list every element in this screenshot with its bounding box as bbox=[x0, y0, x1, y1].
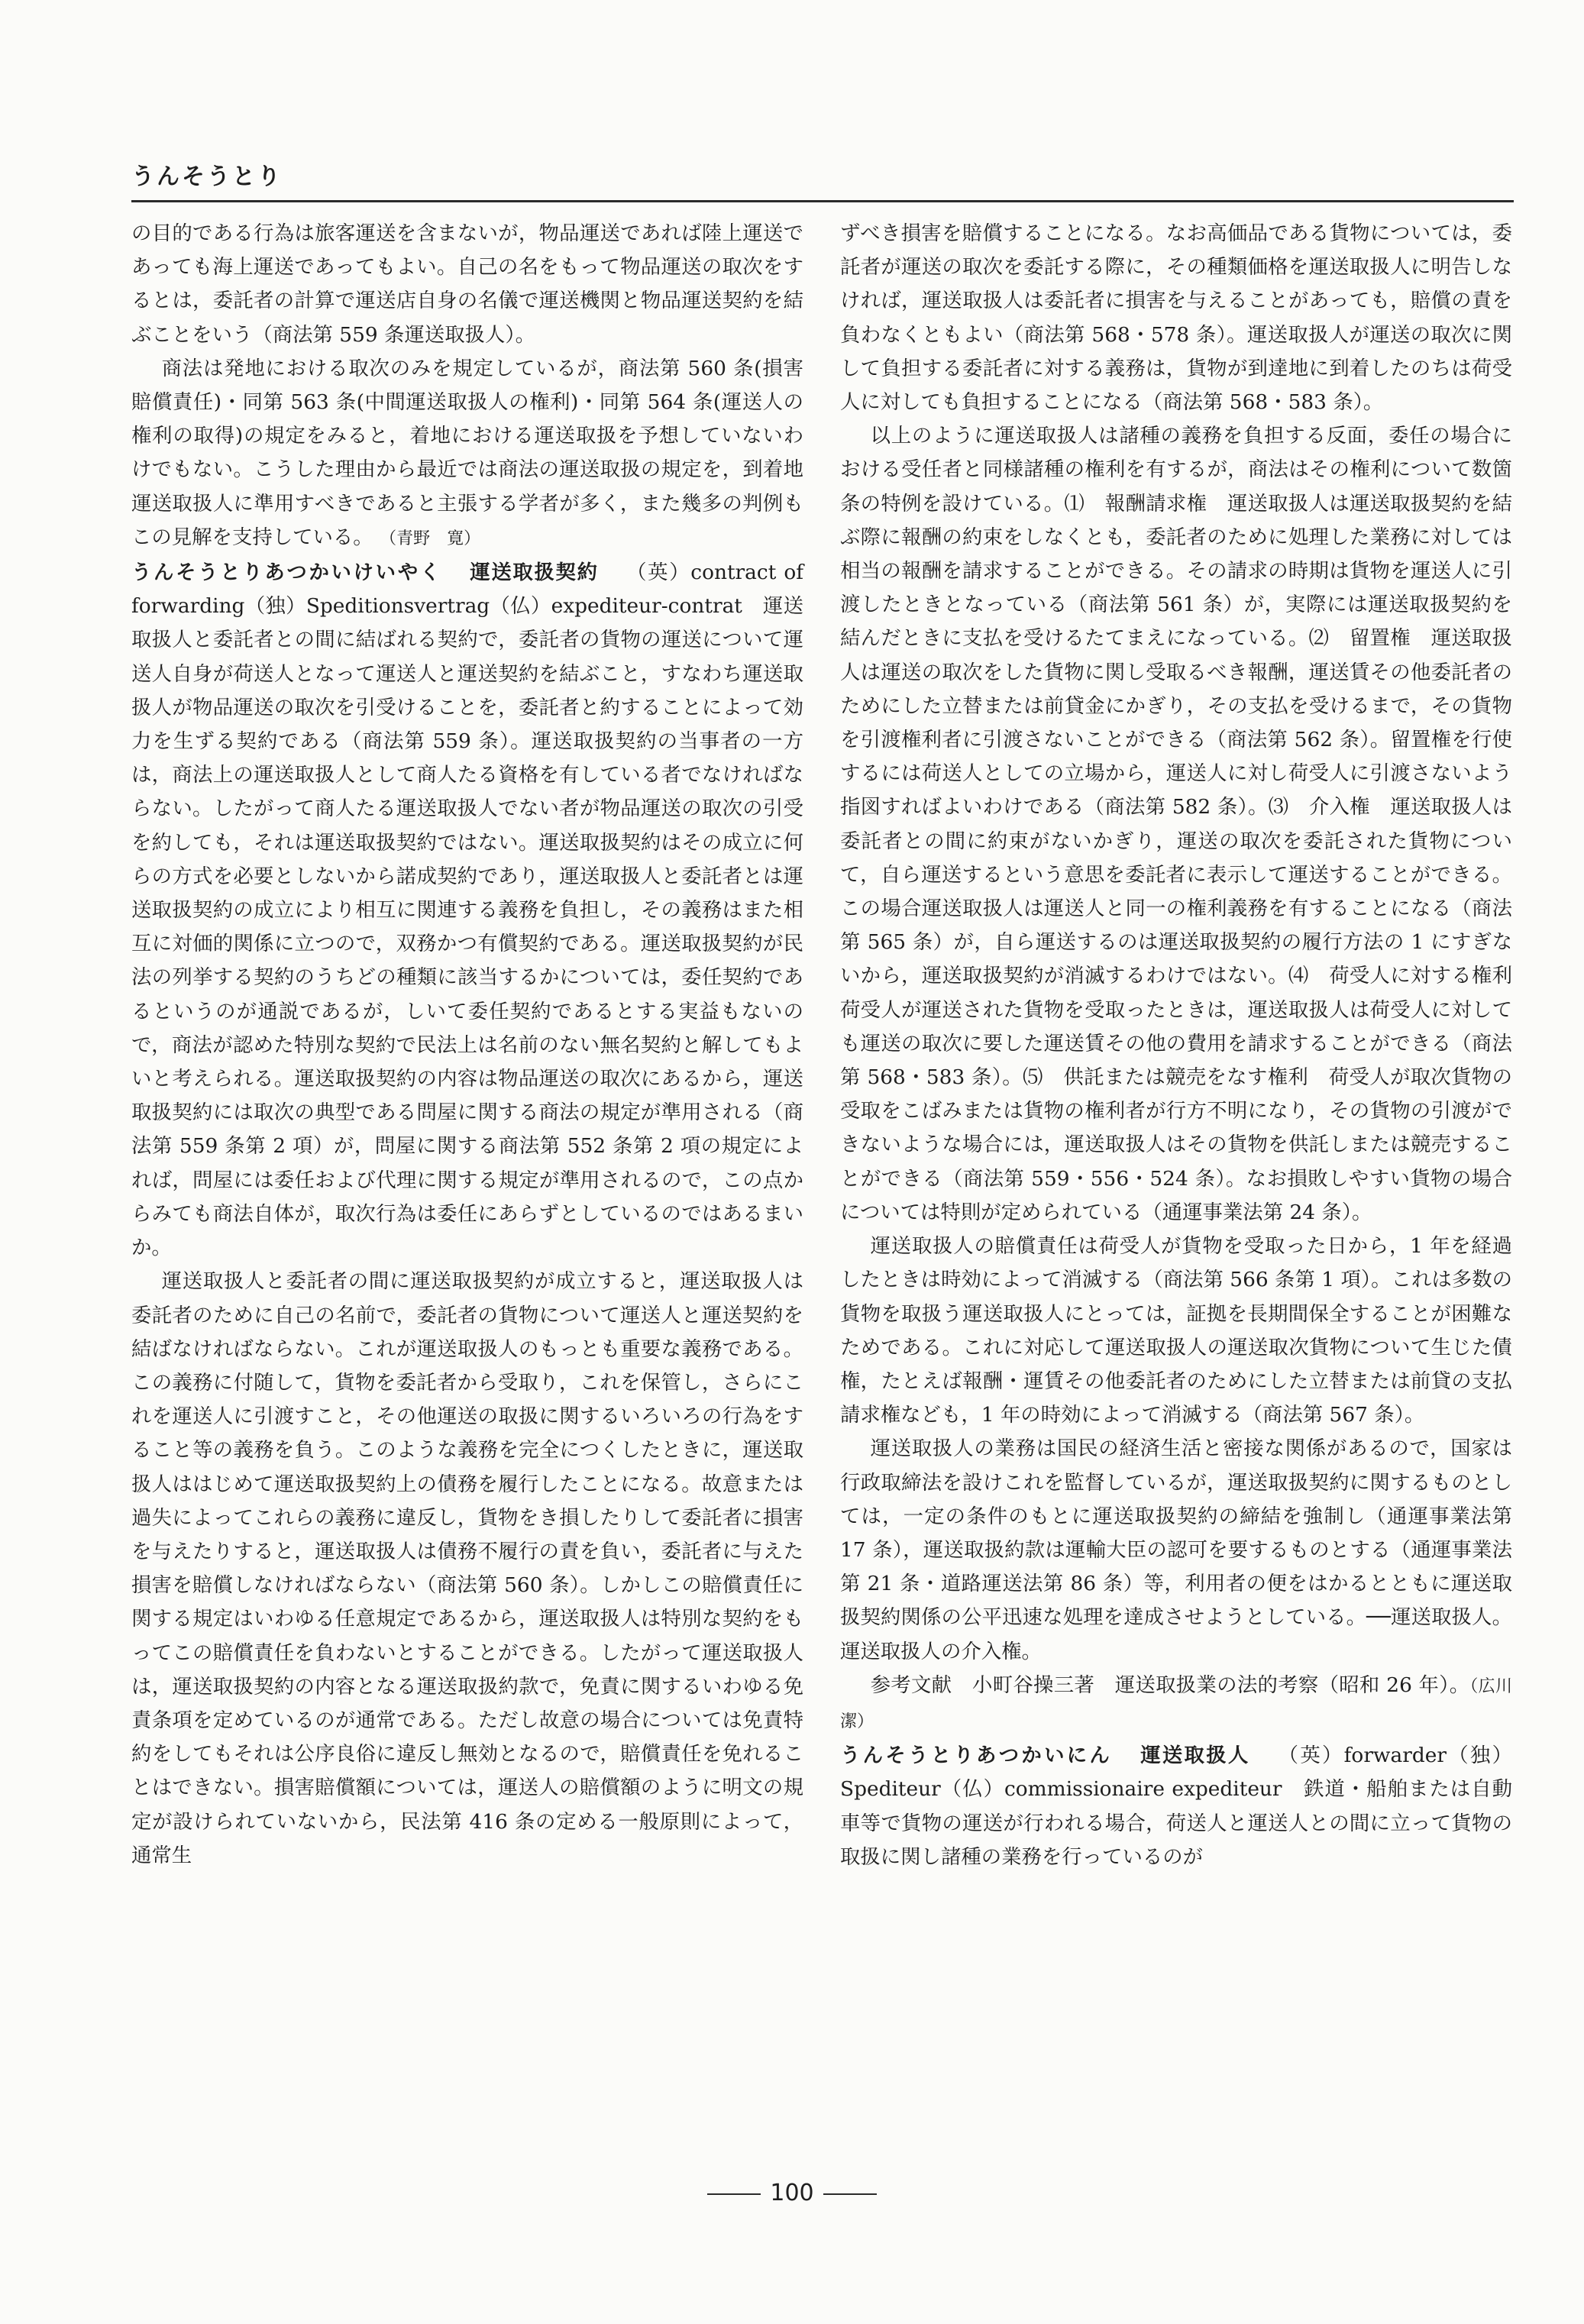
header-rule bbox=[131, 200, 1514, 202]
entry-1-reading: うんそうとりあつかいけいやく bbox=[131, 561, 442, 585]
entry-1-body: （英）contract of forwarding（独）Speditionsvertrag（仏）expediteur-contrat 運送取扱人と委託者との間に結ばれる契約で，委託者の貨物の運送について運送人自身が荷送人となって運送人と運送契約を結ぶこと，すなわち運送取扱人が物品運送の取次を引受けることを，委託者と約することによって効力を生ずる契約である（商法第 559 条）。運送取扱契約の当事者の一方は，商法上の運送取扱人として商人たる資格を有している者でなければならない。したがって商人たる運送取扱人でない者が物品運送の取次の引受を約しても，それは運送取扱契約ではない。運送取扱契約はその成立に何らの方式を必要としないから諾成契約であり，運送取扱人と委託者とは運送取扱契約の成立により相互に関連する義務を負担し，その義務はまた相互に対価的関係に立つので，双務かつ有償契約である。運送取扱契約が民法の列挙する契約のうちどの種類に該当するかについては，委任契約であるというのが通説であるが，しいて委任契約であるとする実益もないので，商法が認めた特別な契約で民法上は名前のない無名契約と解してもよいと考えられる。運送取扱契約の内容は物品運送の取次にあるから，運送取扱契約には取次の典型である問屋に関する商法の規定が準用される（商法第 559 条第 2 項）が，問屋に関する商法第 552 条第 2 項の規定によれば，問屋には委任および代理に関する規定が準用されるので，この点からみても商法自体が，取次行為は委任にあらずとしているのではあるまいか。 bbox=[131, 561, 804, 1260]
right-paragraph-2: 以上のように運送取扱人は諸種の義務を負担する反面，委任の場合における受任者と同様諸種の権利を有するが，商法はその権利について数箇条の特例を設けている。⑴ 報酬請求権 運送取扱人は運送取扱契約を結ぶ際に報酬の約束をしなくとも，委託者のために処理した業務に対しては相当の報酬を請求することができる。その請求の時期は貨物を運送人に引渡したときとなっている（商法第 561 条）が，実際には運送取扱契約を結んだときに支払を受けるたてまえになっている。⑵ 留置権 運送取扱人は運送の取次をした貨物に関し受取るべき報酬，運送賃その他委託者のためにした立替または前貸金にかぎり，その支払を受けるまで，その貨物を引渡権利者に引渡さないことができる（商法第 562 条）。留置権を行使するには荷送人としての立場から，運送人に対し荷受人に引渡さないよう指図すればよいわけである（商法第 582 条）。⑶ 介入権 運送取扱人は委託者との間に約束がないかぎり，運送の取次を委託された貨物について，自ら運送するという意思を委託者に表示して運送することができる。この場合運送取扱人は運送人と同一の権利義務を有することになる（商法第 565 条）が，自ら運送するのは運送取扱契約の履行方法の 1 にすぎないから，運送取扱契約が消滅するわけではない。⑷ 荷受人に対する権利 荷受人が運送された貨物を受取ったときは，運送取扱人は荷受人に対しても運送の取次に要した運送賃その他の費用を請求することができる（商法第 568・583 条）。⑸ 供託または競売をなす権利 荷受人が取次貨物の受取をこばみまたは貨物の権利者が行方不明になり，その貨物の引渡ができないような場合には，運送取扱人はその貨物を供託しまたは競売することができる（商法第 559・556・524 条）。なお損敗しやすい貨物の場合については特則が定められている（通運事業法第 24 条）。 bbox=[840, 424, 1533, 1224]
entry-1-term: 運送取扱契約 bbox=[470, 561, 599, 585]
references-author: （広川 潔） bbox=[840, 1676, 1529, 1731]
left-paragraph-1: の目的である行為は旅客運送を含まないが，物品運送であれば陸上運送であっても海上運送であってもよい。自己の名をもって物品運送の取次をするとは，委託者の計算で運送店自身の名儀で運送機関と物品運送契約を結ぶことをいう（商法第 559 条運送取扱人）。 bbox=[131, 221, 803, 347]
page-footer bbox=[0, 2180, 1584, 2206]
left-column bbox=[131, 217, 803, 1873]
right-paragraph-3: 運送取扱人の賠償責任は荷受人が貨物を受取った日から，1 年を経過したときは時効によって消滅する（商法第 566 条第 1 項）。これは多数の貨物を取扱う運送取扱人にとっては，証拠を長期間保全することが困難なためである。これに対応して運送取扱人の運送取次貨物について生じた債権，たとえば報酬・運賃その他委託者のためにした立替または前貸の支払請求権なども，1 年の時効によって消滅する（商法第 567 条）。 bbox=[840, 1234, 1512, 1427]
left-paragraph-2 bbox=[131, 352, 803, 556]
running-header-title: うんそうとり bbox=[131, 163, 283, 190]
entry-2-body: （英）forwarder（独）Spediteur（仏）commissionaire expediteur 鉄道・船舶または自動車等で貨物の運送が行われる場合，荷送人と運送人との間に立って貨物の取扱に関し諸種の業務を行っているのが bbox=[840, 1744, 1513, 1869]
right-paragraph-4: 運送取扱人の業務は国民の経済生活と密接な関係があるので，国家は行政取締法を設けこれを監督しているが，運送取扱契約に関するものとしては，一定の条件のもとに運送取扱契約の締結を強制し（通運事業法第 17 条），運送取扱約款は運輸大臣の認可を要するものとする（通運事業法第 21 条・道路運送法第 86 条）等，利用者の便をはかるとともに運送取扱契約関係の公平迅速な処理を達成させようとしている。──運送取扱人。運送取扱人の介入権。 bbox=[840, 1437, 1512, 1663]
entry-unso-toriatsukainin bbox=[840, 1739, 1512, 1874]
left-paragraph-2-text: 商法は発地における取次のみを規定しているが，商法第 560 条(損害賠償責任)・同第 563 条(中間運送取扱人の権利)・同第 564 条(運送人の権利の取得)の規定をみると，着地における運送取扱を予想していないわけでもない。こうした理由から最近では商法の運送取扱の規定を，到着地運送取扱人に準用すべきであると主張する学者が多く，また幾多の判例もこの見解を支持している。 bbox=[131, 356, 803, 549]
right-paragraph-1: ずべき損害を賠償することになる。なお高価品である貨物については，委託者が運送の取次を委託する際に，その種類価格を運送取扱人に明告しなければ，運送取扱人は委託者に損害を与えることがあっても，賠償の責を負わなくともよい（商法第 568・578 条）。運送取扱人が運送の取次に関して負担する委託者に対する義務は，貨物が到達地に到着したのちは荷受人に対しても負担することになる（商法第 568・583 条）。 bbox=[840, 221, 1512, 415]
page-number: 100 bbox=[770, 2180, 814, 2206]
right-column bbox=[840, 217, 1533, 1874]
references-text: 参考文献 小町谷操三著 運送取扱業の法的考察（昭和 26 年）。 bbox=[870, 1673, 1470, 1697]
references bbox=[840, 1669, 1529, 1739]
left-paragraph-3: 運送取扱人と委託者の間に運送取扱契約が成立すると，運送取扱人は委託者のために自己の名前で，委託者の貨物について運送人と運送契約を結ばなければならない。これが運送取扱人のもっとも重要な義務である。この義務に付随して，貨物を委託者から受取り，これを保管し，さらにこれを運送人に引渡すこと，その他運送の取扱に関するいろいろの行為をすること等の義務を負う。このような義務を完全につくしたときに，運送取扱人ははじめて運送取扱契約上の債務を履行したことになる。故意または過失によってこれらの義務に違反し，貨物をき損したりして委託者に損害を与えたりすると，運送取扱人は債務不履行の責を負い，委託者に与えた損害を賠償しなければならない（商法第 560 条）。しかしこの賠償責任に関する規定はいわゆる任意規定であるから，運送取扱人は特別な契約をもってこの賠償責任を負わないとすることができる。したがって運送取扱人は，運送取扱契約の内容となる運送取扱約款で，免責に関するいわゆる免責条項を定めているのが通常である。ただし故意の場合については免責特約をしてもそれは公序良俗に違反し無効となるので，賠償責任を免れることはできない。損害賠償額については，運送人の賠償額のように明文の規定が設けられていないから，民法第 416 条の定める一般原則によって，通常生 bbox=[131, 1269, 803, 1867]
right-dash bbox=[823, 2193, 877, 2195]
entry-unso-toriatsukai-keiyaku bbox=[131, 556, 803, 1265]
left-dash bbox=[707, 2193, 761, 2195]
entry-2-term: 運送取扱人 bbox=[1140, 1744, 1250, 1768]
entry-2-reading: うんそうとりあつかいにん bbox=[840, 1744, 1113, 1768]
left-paragraph-2-author: （青野 寛） bbox=[380, 528, 481, 548]
